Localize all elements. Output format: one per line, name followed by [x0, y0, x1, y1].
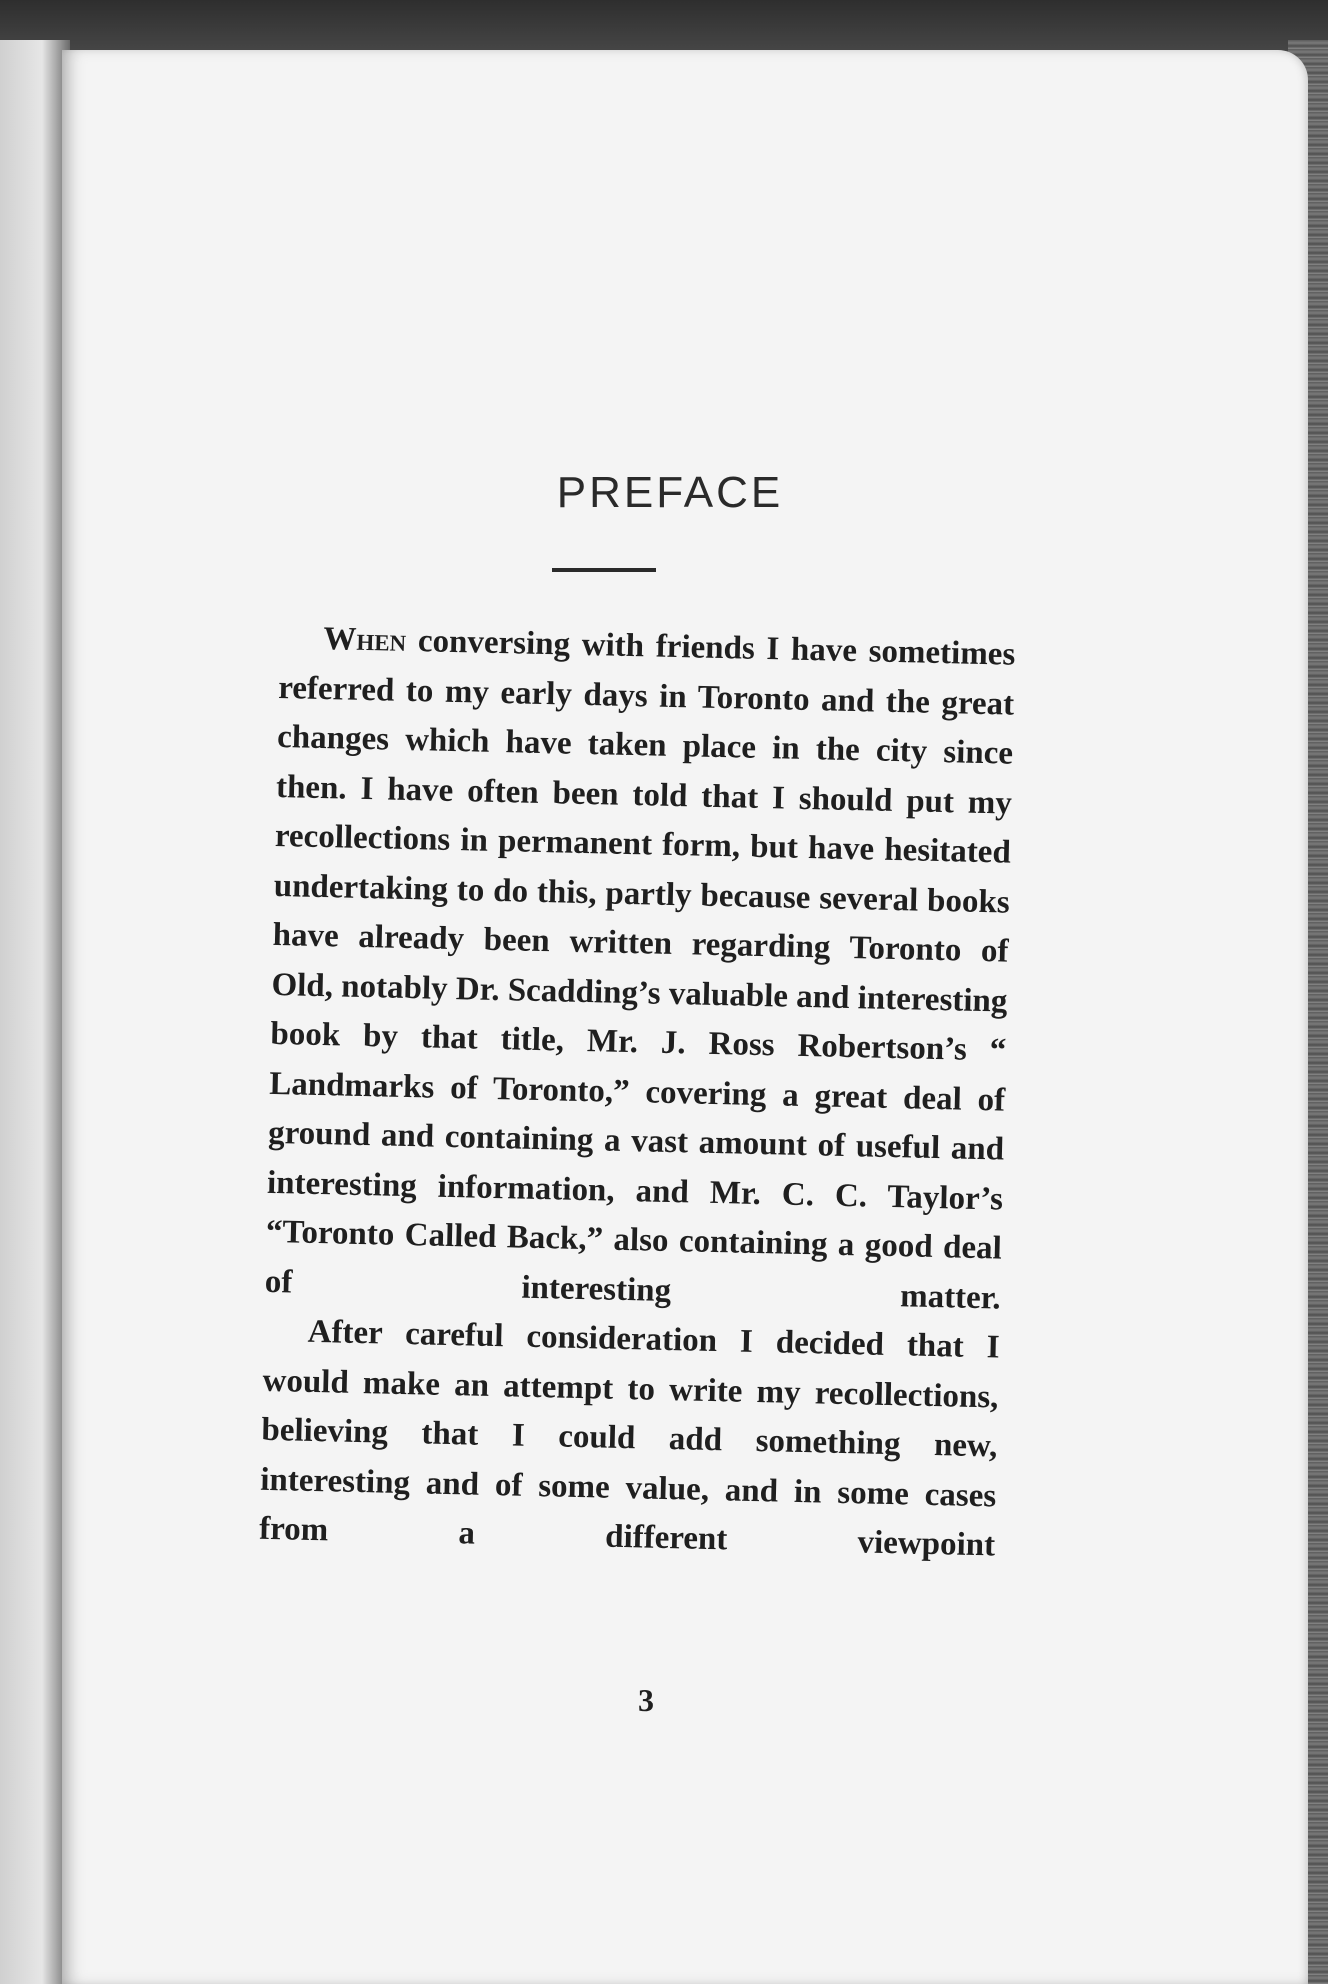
paragraph-body: conversing with friends I have sometimes referred to my early days in Toronto and the great changes which have taken place in the city since then. I have often been told that I should put my recollections in permanent form, but have hesitated undertaking to do this, partly because several books have already been written regarding Toronto of Old, notably Dr. Scadding’s valuable and interesting book by that title, Mr. J. Ross Robertson’s “ Landmarks of Toronto,” covering a great deal of ground and containing a vast amount of useful and interesting information, and Mr. C. C. Taylor’s “Toronto Called Back,” also containing a good deal of interesting matter.	[264, 622, 1016, 1317]
page-number: 3	[638, 1682, 654, 1718]
paragraph-lead: When	[323, 620, 407, 659]
page-title: PREFACE	[556, 468, 784, 517]
title-rule	[552, 568, 656, 572]
book-page	[62, 50, 1308, 1984]
preface-text	[259, 614, 1016, 1571]
facing-page-edge	[0, 40, 70, 1984]
paragraph-1	[264, 614, 1016, 1324]
paragraph-2	[259, 1307, 1000, 1571]
paragraph-body: After careful consideration I decided that I would make an attempt to write my recollections, believing that I could add something new, interesting and of some value, and in some cases from a different viewpoint	[258, 1313, 1000, 1564]
